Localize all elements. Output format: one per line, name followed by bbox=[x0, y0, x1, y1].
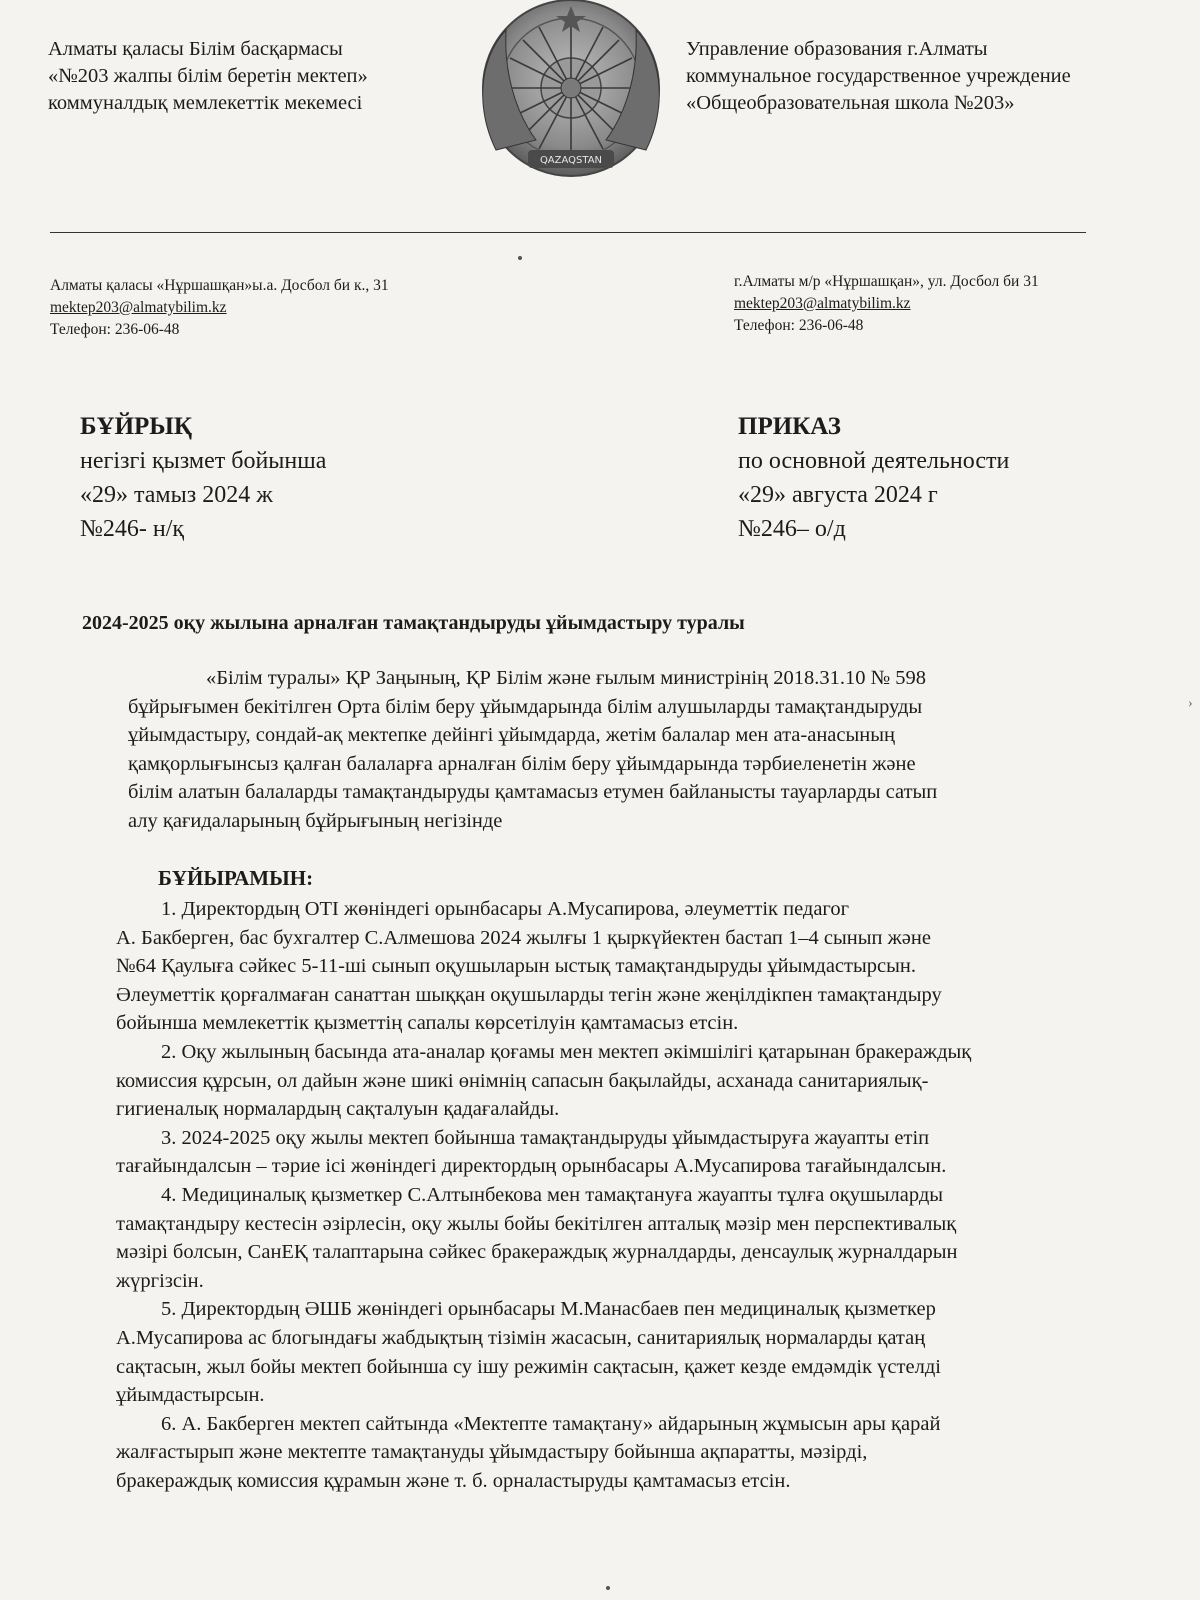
order-block-russian bbox=[738, 410, 1009, 546]
header-left-line: «№203 жалпы білім беретін мектеп» bbox=[48, 65, 368, 87]
order-date: «29» августа 2024 г bbox=[738, 482, 938, 508]
item-line: 3. 2024-2025 оқу жылы мектеп бойынша тамақтандыруды ұйымдастыруға жауапты етіп bbox=[161, 1126, 930, 1149]
decree-items bbox=[116, 895, 1156, 1495]
order-number: №246– о/д bbox=[738, 516, 846, 542]
preamble bbox=[128, 664, 1138, 835]
item-line: ұйымдастырсын. bbox=[116, 1384, 265, 1407]
decree-item-2 bbox=[116, 1038, 1156, 1124]
address-left bbox=[50, 275, 389, 341]
item-line: сақтасын, жыл бойы мектеп бойынша су ішу режимін сақтасын, қажет кезде емдәмдік үстелді bbox=[116, 1355, 941, 1378]
decree-item-5 bbox=[116, 1295, 1156, 1409]
address-line: Алматы қаласы «Нұршашқан»ы.а. Досбол би к., 31 bbox=[50, 277, 389, 294]
item-line: 6. А. Бакберген мектеп сайтында «Мектепте тамақтану» айдарының жұмысын ары қарай bbox=[161, 1412, 941, 1435]
state-emblem bbox=[456, 0, 686, 190]
item-line: тағайындалсын – тәрие ісі жөніндегі директордың орынбасары А.Мусапирова тағайындалсын. bbox=[116, 1155, 947, 1178]
paper-speck bbox=[518, 256, 522, 260]
order-type: негізгі қызмет бойынша bbox=[80, 448, 327, 474]
order-date: «29» тамыз 2024 ж bbox=[80, 482, 273, 508]
preamble-line: қамқорлығынсыз қалған балаларға арналған білім беру ұйымдарында тәрбиеленетін және bbox=[128, 752, 916, 775]
header-left-line: Алматы қаласы Білім басқармасы bbox=[48, 38, 343, 60]
decree-heading: БҰЙЫРАМЫН: bbox=[158, 866, 314, 890]
decree-item-3 bbox=[116, 1124, 1156, 1181]
preamble-line: ұйымдастыру, сондай-ақ мектепке дейінгі ұйымдарда, жетім балалар мен ата-анасының bbox=[128, 724, 895, 746]
item-line: 1. Директордың ОТІ жөніндегі орынбасары А.Мусапирова, әлеуметтік педагог bbox=[161, 898, 849, 920]
header-left-line: коммуналдық мемлекеттік мекемесі bbox=[48, 92, 363, 114]
header-left-kazakh bbox=[48, 36, 368, 117]
decree-item-1 bbox=[116, 895, 1156, 1038]
email-link[interactable]: mektep203@almatybilim.kz bbox=[734, 295, 911, 312]
item-line: 2. Оқу жылының басында ата-аналар қоғамы мен мектеп әкімшілігі қатарынан бракераждық bbox=[161, 1040, 972, 1063]
margin-mark: › bbox=[1188, 696, 1193, 711]
order-title: БҰЙРЫҚ bbox=[80, 413, 192, 440]
email-link[interactable]: mektep203@almatybilim.kz bbox=[50, 299, 227, 316]
decree-item-4 bbox=[116, 1181, 1156, 1295]
header-divider bbox=[50, 232, 1086, 233]
order-block-kazakh bbox=[80, 410, 326, 546]
item-line: жалғастырып және мектепте тамақтануды ұйымдастыру бойынша ақпаратты, мәзірді, bbox=[116, 1441, 868, 1464]
header-right-line: Управление образования г.Алматы bbox=[686, 38, 988, 60]
address-line: г.Алматы м/р «Нұршашқан», ул. Досбол би 31 bbox=[734, 273, 1039, 290]
order-subject: 2024-2025 оқу жылына арналған тамақтандыруды ұйымдастыру туралы bbox=[82, 612, 745, 634]
order-number: №246- н/қ bbox=[80, 516, 185, 542]
item-line: бракераждық комиссия құрамын және т. б. орналастыруды қамтамасыз етсін. bbox=[116, 1469, 791, 1492]
emblem-ribbon-text: QAZAQSTAN bbox=[539, 155, 603, 166]
item-line: 4. Медициналық қызметкер С.Алтынбекова мен тамақтануға жауапты тұлға оқушыларды bbox=[161, 1183, 944, 1206]
preamble-line: «Білім туралы» ҚР Заңының, ҚР Білім және ғылым министрінің 2018.31.10 № 598 bbox=[206, 667, 927, 689]
paper-speck bbox=[606, 1586, 610, 1590]
phone-text: Телефон: 236-06-48 bbox=[734, 317, 864, 334]
preamble-line: бұйрығымен бекітілген Орта білім беру ұйымдарында білім алушыларды тамақтандыруды bbox=[128, 695, 923, 718]
order-title: ПРИКАЗ bbox=[738, 413, 841, 440]
header-right-line: «Общеобразовательная школа №203» bbox=[686, 92, 1015, 114]
item-line: А.Мусапирова ас блогындағы жабдықтың тізімін жасасын, санитариялық нормаларды қатаң bbox=[116, 1326, 926, 1349]
item-line: тамақтандыру кестесін әзірлесін, оқу жылы бойы бекітілген апталық мәзір мен перспективалық bbox=[116, 1212, 957, 1235]
item-line: бойынша мемлекеттік қызметтің сапалы көрсетілуін қамтамасыз етсін. bbox=[116, 1012, 739, 1035]
header-right-line: коммунальное государственное учреждение bbox=[686, 65, 1071, 87]
item-line: Әлеуметтік қорғалмаған санаттан шыққан оқушыларды тегін және жеңілдікпен тамақтандыру bbox=[116, 983, 942, 1006]
preamble-line: алу қағидаларының бұйрығының негізінде bbox=[128, 809, 503, 832]
item-line: жүргізсін. bbox=[116, 1269, 204, 1292]
item-line: А. Бакберген, бас бухгалтер С.Алмешова 2024 жылғы 1 қыркүйектен бастап 1–4 сынып және bbox=[116, 926, 931, 949]
item-line: №64 Қаулыға сәйкес 5-11-ші сынып оқушыларын ыстық тамақтандыруды ұйымдастырсын. bbox=[116, 955, 916, 978]
preamble-line: білім алатын балаларды тамақтандыруды қамтамасыз етумен байланысты тауарларды сатып bbox=[128, 781, 938, 803]
order-type: по основной деятельности bbox=[738, 448, 1010, 474]
header-right-russian bbox=[686, 36, 1071, 117]
phone-text: Телефон: 236-06-48 bbox=[50, 321, 180, 338]
item-line: комиссия құрсын, ол дайын және шикі өнімнің сапасын бақылайды, асханада санитариялық- bbox=[116, 1069, 929, 1092]
item-line: мәзірі болсын, СанЕҚ талаптарына сәйкес бракераждық журналдарды, денсаулық журналдарын bbox=[116, 1241, 958, 1264]
item-line: гигиеналық нормалардың сақталуын қадағалайды. bbox=[116, 1098, 560, 1121]
address-right bbox=[734, 271, 1039, 337]
decree-item-6 bbox=[116, 1410, 1156, 1496]
item-line: 5. Директордың ӘШБ жөніндегі орынбасары М.Манасбаев пен медициналық қызметкер bbox=[161, 1298, 936, 1321]
